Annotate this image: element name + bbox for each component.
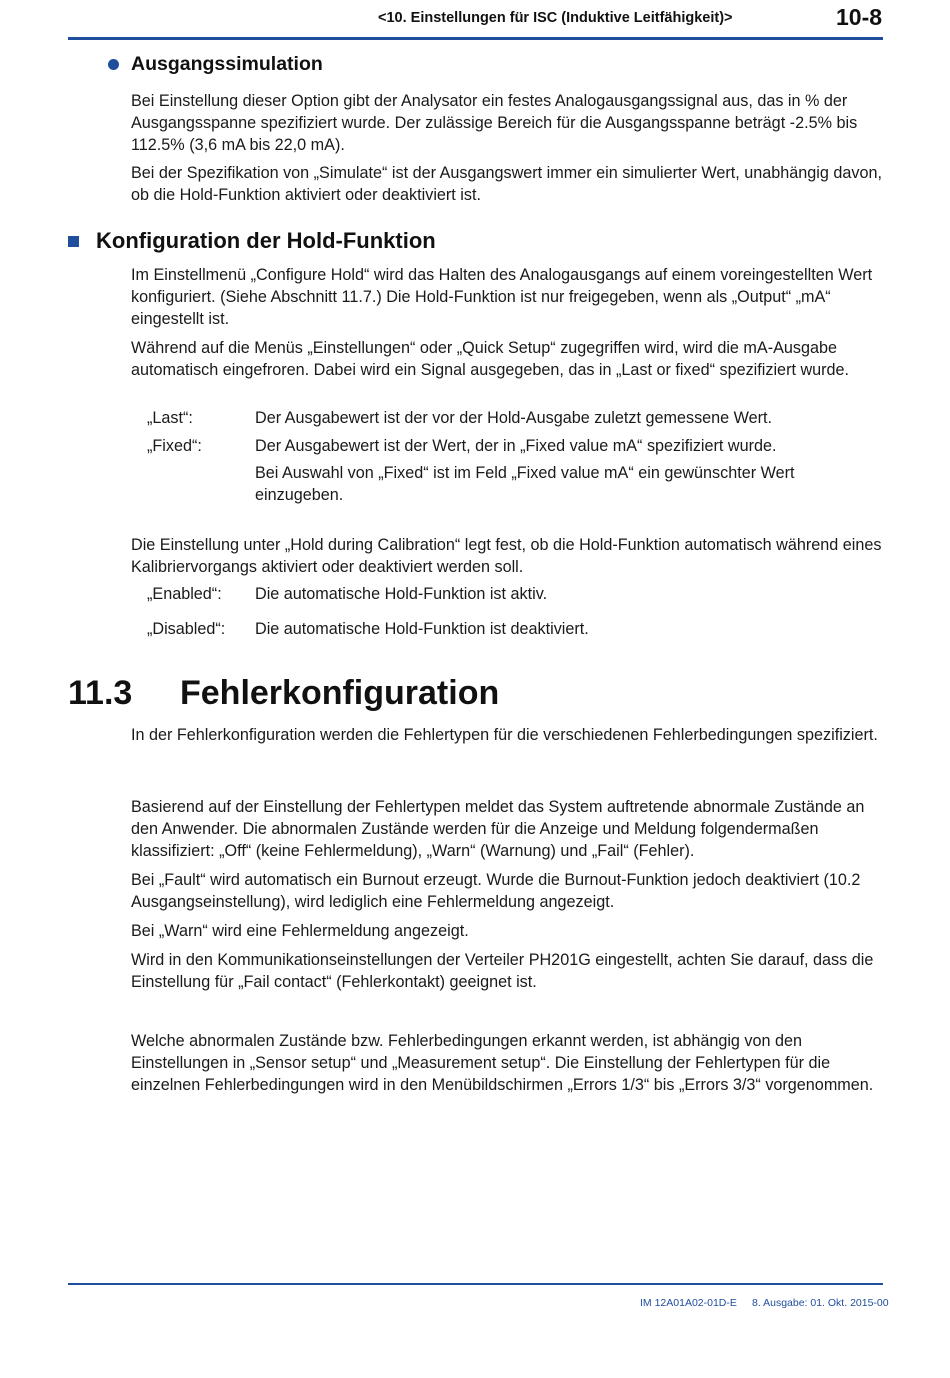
paragraph: Bei Einstellung dieser Option gibt der Analysator ein festes Analogausgangssignal aus, das in % der Ausgangsspanne spezifiziert wurde. Der zulässige Bereich für die Ausgangsspanne beträgt -2.5% bis 112.5% (3,6 mA bis 22,0 mA). [131,92,858,154]
definition-term-disabled: „Disabled“: [147,620,226,638]
header-rule [68,37,883,40]
definition-desc-enabled: Die automatische Hold-Funktion ist aktiv. [255,585,548,603]
square-bullet-icon [68,236,79,247]
chapter-title: <10. Einstellungen für ISC (Induktive Leitfähigkeit)> [378,10,733,26]
paragraph: Während auf die Menüs „Einstellungen“ oder „Quick Setup“ zugegriffen wird, wird die mA-Ausgabe automatisch eingefroren. Dabei wird ein Signal ausgegeben, das in „Last or fixed“ spezifiziert wurde. [131,339,850,379]
subheading-output-simulation [108,53,323,76]
definition-term-enabled: „Enabled“: [147,585,222,603]
section-number: 11.3 [68,674,133,712]
heading-text: Konfiguration der Hold-Funktion [96,228,436,253]
paragraph: Bei der Spezifikation von „Simulate“ ist der Ausgangswert immer ein simulierter Wert, unabhängig davon, ob die Hold-Funktion aktiviert oder deaktiviert ist. [131,164,882,204]
document-id: IM 12A01A02-01D-E [640,1297,737,1309]
bullet-dot-icon [108,59,119,70]
paragraph: Welche abnormalen Zustände bzw. Fehlerbedingungen erkannt werden, ist abhängig von den Einstellungen in „Sensor setup“ und „Measurement setup“. Die Einstellung der Fehlertypen für die einzelnen Fehlerbedingungen wird in den Menübildschirmen „Errors 1/3“ bis „Errors 3/3“ vorgenommen. [131,1032,874,1094]
paragraph: Bei „Fault“ wird automatisch ein Burnout erzeugt. Wurde die Burnout-Funktion jedoch deaktiviert (10.2 Ausgangseinstellung), wird lediglich eine Fehlermeldung angezeigt. [131,871,861,911]
paragraph: Bei „Warn“ wird eine Fehlermeldung angezeigt. [131,922,469,940]
page-number: 10-8 [836,4,883,30]
paragraph: Im Einstellmenü „Configure Hold“ wird das Halten des Analogausgangs auf einem voreingestellten Wert konfiguriert. (Siehe Abschnitt 11.7.) Die Hold-Funktion ist nur freigegeben, wenn als „Output“ „mA“ eingestellt ist. [131,266,873,328]
paragraph: Wird in den Kommunikationseinstellungen der Verteiler PH201G eingestellt, achten Sie darauf, dass die Einstellung für „Fail contact“ (Fehlerkontakt) geeignet ist. [131,951,874,991]
section-heading-11-3 [68,674,499,713]
definition-note-fixed: Bei Auswahl von „Fixed“ ist im Feld „Fixed value mA“ ein gewünschter Wert einzugeben. [255,464,795,504]
footer-rule [68,1283,883,1285]
definition-desc-fixed: Der Ausgabewert ist der Wert, der in „Fixed value mA“ spezifiziert wurde. [255,437,777,455]
definition-desc-disabled: Die automatische Hold-Funktion ist deaktiviert. [255,620,589,638]
paragraph: In der Fehlerkonfiguration werden die Fehlertypen für die verschiedenen Fehlerbedingungen spezifiziert. [131,726,878,744]
subheading-text: Ausgangssimulation [131,53,323,75]
edition-info: 8. Ausgabe: 01. Okt. 2015-00 [752,1297,889,1309]
heading-hold-configuration [68,228,436,254]
paragraph: Basierend auf der Einstellung der Fehlertypen meldet das System auftretende abnormale Zustände an den Anwender. Die abnormalen Zustände werden für die Anzeige und Meldung folgendermaßen klassifiziert: „Off“ (keine Fehlermeldung), „Warn“ (Warnung) und „Fail“ (Fehler). [131,798,865,860]
definition-desc-last: Der Ausgabewert ist der vor der Hold-Ausgabe zuletzt gemessene Wert. [255,409,773,427]
section-title: Fehlerkonfiguration [180,674,500,712]
definition-term-last: „Last“: [147,409,193,427]
definition-term-fixed: „Fixed“: [147,437,202,455]
paragraph: Die Einstellung unter „Hold during Calibration“ legt fest, ob die Hold-Funktion automatisch während eines Kalibriervorgangs aktiviert oder deaktiviert werden soll. [131,536,882,576]
